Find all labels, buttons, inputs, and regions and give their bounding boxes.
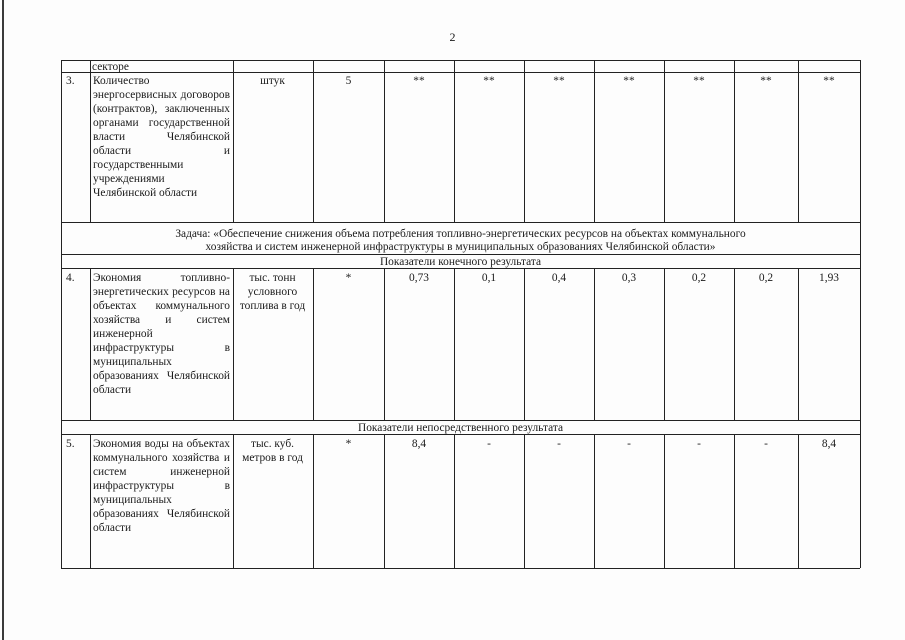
indicator-value: 0,73 — [409, 272, 429, 284]
section-title-final-results: Показатели конечного результата — [379, 256, 542, 268]
indicator-value: 8,4 — [411, 438, 427, 450]
indicator-value: 5 — [345, 75, 352, 87]
indicator-name: Экономия топливно-энергетических ресурсов на объектах коммунального хозяйства и систем инженерной инфраструктуры в муниципальных образованиях Челябинской области — [93, 272, 230, 396]
unit-of-measure: штук — [260, 75, 285, 87]
column-divider — [384, 268, 385, 420]
indicator-value: * — [345, 438, 352, 450]
column-divider — [524, 268, 525, 420]
column-divider — [454, 268, 455, 420]
indicator-name: Экономия воды на объектах коммунального хозяйства и систем инженерной инфраструктуры в муниципальных образованиях Челябинской области — [93, 438, 230, 534]
table-side-border — [860, 60, 861, 568]
indicator-value: - — [557, 438, 561, 450]
indicator-value: 0,2 — [691, 272, 707, 284]
column-divider — [664, 268, 665, 420]
indicator-value: ** — [693, 75, 705, 87]
indicator-value: 1,93 — [819, 272, 839, 284]
carry-over-text: секторе — [92, 61, 129, 73]
column-divider — [734, 268, 735, 420]
indicator-value: 8,4 — [821, 438, 837, 450]
indicator-value: 0,4 — [551, 272, 567, 284]
row-number: 3. — [66, 75, 75, 87]
indicator-value: - — [627, 438, 631, 450]
indicator-value: * — [345, 272, 352, 284]
row-number: 4. — [66, 272, 75, 284]
page-left-margin-line — [2, 0, 4, 640]
indicator-value: ** — [760, 75, 772, 87]
column-divider — [664, 434, 665, 568]
page-number: 2 — [449, 30, 456, 44]
indicator-value: 0,2 — [758, 272, 774, 284]
column-divider — [313, 268, 314, 420]
column-divider — [798, 268, 799, 420]
column-divider — [90, 60, 91, 222]
unit-of-measure: тыс. тонн условного топлива в год — [239, 272, 306, 312]
unit-of-measure: тыс. куб. метров в год — [242, 438, 303, 464]
column-divider — [384, 434, 385, 568]
column-divider — [90, 268, 91, 420]
indicator-value: 0,1 — [481, 272, 497, 284]
task-title-line-1: Задача: «Обеспечение снижения объема потребления топливно-энергетических ресурсов на объектах коммунального — [175, 228, 746, 240]
indicator-value: ** — [823, 75, 835, 87]
indicator-value: ** — [553, 75, 565, 87]
column-divider — [594, 434, 595, 568]
column-divider — [524, 434, 525, 568]
indicator-value: 0,3 — [621, 272, 637, 284]
indicator-value: - — [697, 438, 701, 450]
indicator-value: ** — [483, 75, 495, 87]
task-title-line-2: хозяйства и систем инженерной инфраструктуры в муниципальных образованиях Челябинской области» — [205, 241, 716, 253]
section-title-direct-results: Показатели непосредственного результата — [358, 422, 563, 434]
column-divider — [594, 268, 595, 420]
indicator-value: - — [487, 438, 491, 450]
row-divider — [61, 222, 860, 223]
column-divider — [734, 434, 735, 568]
table-bottom-border — [61, 568, 860, 569]
column-divider — [313, 434, 314, 568]
indicator-name: Количество энергосервисных договоров (контрактов), заключенных органами государственной власти Челябинской области и государственными учреждениями Челябинской области — [93, 75, 230, 199]
indicator-value: ** — [623, 75, 635, 87]
row-number: 5. — [66, 438, 75, 450]
indicator-value: ** — [413, 75, 425, 87]
column-divider — [90, 434, 91, 568]
column-divider — [798, 434, 799, 568]
table-side-border — [61, 60, 62, 568]
column-divider — [454, 434, 455, 568]
indicator-value: - — [764, 438, 768, 450]
